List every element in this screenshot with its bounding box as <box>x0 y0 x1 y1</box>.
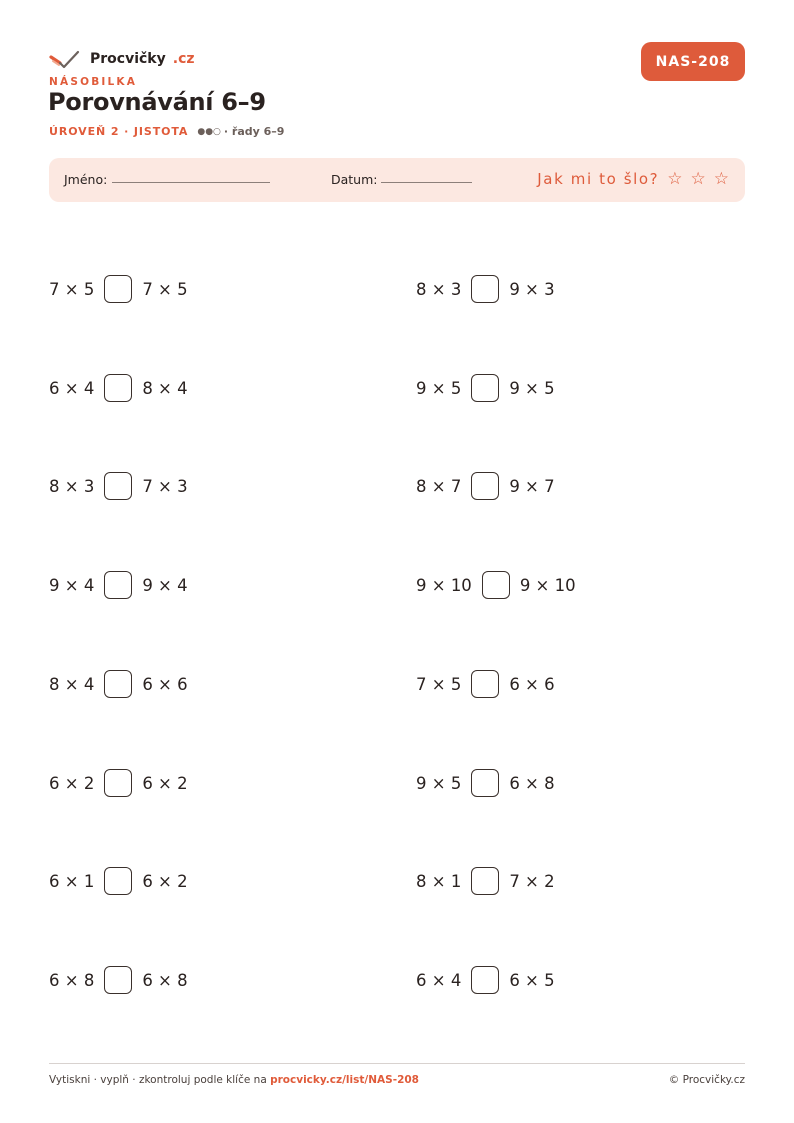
right-expression: 6 × 5 <box>509 970 555 990</box>
left-expression: 6 × 4 <box>49 378 95 398</box>
left-expression: 6 × 4 <box>416 970 462 990</box>
answer-box[interactable] <box>471 374 499 402</box>
right-expression: 9 × 4 <box>142 575 188 595</box>
self-rating-label: Jak mi to šlo? <box>537 170 660 188</box>
brand-logo <box>49 46 195 72</box>
left-expression: 6 × 1 <box>49 871 95 891</box>
comparison-task <box>49 768 188 798</box>
right-expression: 7 × 3 <box>142 476 188 496</box>
answer-box[interactable] <box>471 769 499 797</box>
answer-box[interactable] <box>104 670 132 698</box>
difficulty-dots-icon: ●●○ <box>197 126 221 137</box>
answer-box[interactable] <box>104 867 132 895</box>
level-rows: · řady 6–9 <box>223 125 285 138</box>
star-icon[interactable]: ☆ <box>667 168 683 189</box>
right-expression: 7 × 2 <box>509 871 555 891</box>
left-expression: 9 × 4 <box>49 575 95 595</box>
answer-box[interactable] <box>104 472 132 500</box>
right-expression: 9 × 5 <box>509 378 555 398</box>
answer-box[interactable] <box>482 571 510 599</box>
answer-box[interactable] <box>471 472 499 500</box>
right-expression: 6 × 6 <box>142 674 188 694</box>
left-expression: 7 × 5 <box>416 674 462 694</box>
left-expression: 7 × 5 <box>49 279 95 299</box>
left-expression: 8 × 3 <box>416 279 462 299</box>
left-expression: 9 × 10 <box>416 575 472 595</box>
answer-box[interactable] <box>471 966 499 994</box>
footer-copyright: © Procvičky.cz <box>668 1074 745 1086</box>
footer-divider <box>49 1063 745 1064</box>
comparison-task <box>49 274 188 304</box>
answer-box[interactable] <box>104 966 132 994</box>
answer-key-link[interactable]: procvicky.cz/list/NAS-208 <box>270 1074 419 1086</box>
comparison-task <box>49 471 188 501</box>
subject-label: NÁSOBILKA <box>49 76 138 88</box>
comparison-task <box>49 866 188 896</box>
worksheet-code-badge: NAS-208 <box>641 42 745 81</box>
right-expression: 6 × 6 <box>509 674 555 694</box>
answer-box[interactable] <box>104 374 132 402</box>
brand-tld: .cz <box>172 51 195 67</box>
comparison-task <box>416 965 555 995</box>
comparison-task <box>49 669 188 699</box>
comparison-task <box>49 570 188 600</box>
brand-name: Procvičky <box>90 51 166 67</box>
star-icon[interactable]: ☆ <box>690 168 706 189</box>
answer-box[interactable] <box>104 275 132 303</box>
left-expression: 9 × 5 <box>416 378 462 398</box>
left-expression: 8 × 3 <box>49 476 95 496</box>
date-label: Datum: <box>331 172 378 187</box>
name-label: Jméno: <box>64 172 108 187</box>
comparison-task <box>416 866 555 896</box>
comparison-task <box>416 471 555 501</box>
comparison-task <box>416 570 576 600</box>
answer-box[interactable] <box>471 275 499 303</box>
answer-box[interactable] <box>471 867 499 895</box>
comparison-task <box>416 669 555 699</box>
left-expression: 6 × 8 <box>49 970 95 990</box>
right-expression: 9 × 7 <box>509 476 555 496</box>
right-expression: 9 × 10 <box>519 575 576 595</box>
right-expression: 9 × 3 <box>509 279 555 299</box>
comparison-task <box>416 373 555 403</box>
right-expression: 6 × 8 <box>509 773 555 793</box>
level-label: ÚROVEŇ 2 · JISTOTA <box>49 125 189 138</box>
left-expression: 8 × 4 <box>49 674 95 694</box>
name-field[interactable] <box>112 182 270 183</box>
left-expression: 9 × 5 <box>416 773 462 793</box>
self-rating <box>537 170 729 188</box>
right-expression: 6 × 2 <box>142 871 188 891</box>
answer-box[interactable] <box>471 670 499 698</box>
left-expression: 8 × 7 <box>416 476 462 496</box>
comparison-task <box>49 965 188 995</box>
footer-instructions <box>49 1074 419 1086</box>
comparison-task <box>416 274 555 304</box>
left-expression: 8 × 1 <box>416 871 462 891</box>
answer-box[interactable] <box>104 769 132 797</box>
star-icon[interactable]: ☆ <box>713 168 729 189</box>
comparison-task <box>49 373 188 403</box>
date-field[interactable] <box>381 182 472 183</box>
left-expression: 6 × 2 <box>49 773 95 793</box>
right-expression: 6 × 8 <box>142 970 188 990</box>
comparison-task <box>416 768 555 798</box>
answer-box[interactable] <box>104 571 132 599</box>
right-expression: 8 × 4 <box>142 378 188 398</box>
info-bar <box>49 158 745 202</box>
right-expression: 6 × 2 <box>142 773 188 793</box>
right-expression: 7 × 5 <box>142 279 188 299</box>
page-title: Porovnávání 6–9 <box>48 88 266 116</box>
footer-instructions-text: Vytiskni · vyplň · zkontroluj podle klíče na <box>49 1074 267 1086</box>
pencil-check-icon <box>49 48 81 70</box>
level-line <box>49 125 284 138</box>
